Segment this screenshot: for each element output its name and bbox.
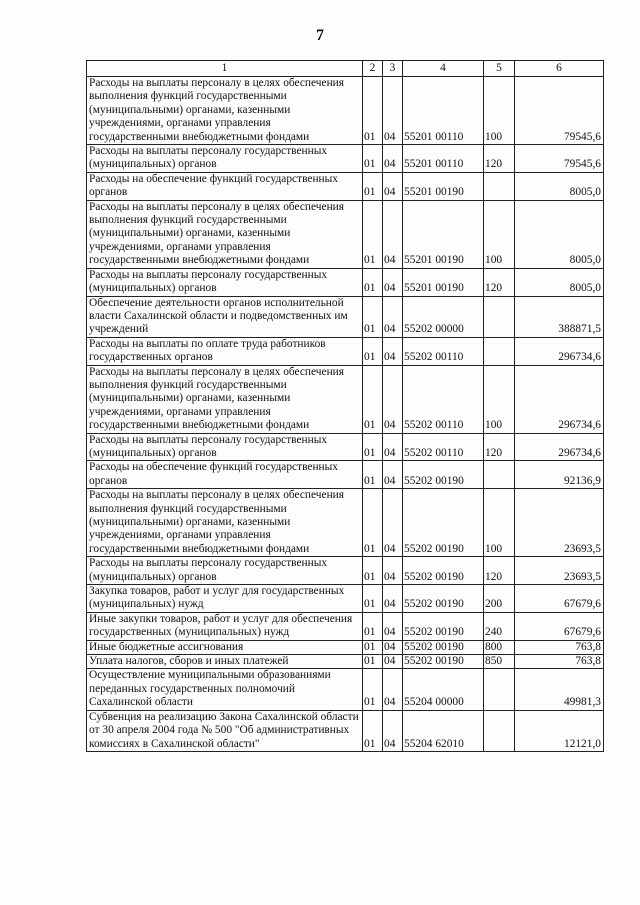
amount-cell: 388871,5 xyxy=(515,296,604,337)
section-code-cell: 01 xyxy=(363,337,383,365)
target-article-cell: 55202 00110 xyxy=(403,365,484,433)
table-row xyxy=(87,172,604,200)
table-row xyxy=(87,433,604,461)
table-row xyxy=(87,77,604,145)
subsection-code-cell: 04 xyxy=(383,655,403,669)
expense-type-cell: 100 xyxy=(484,489,515,557)
target-article-cell: 55202 00190 xyxy=(403,655,484,669)
subsection-code-cell: 04 xyxy=(383,489,403,557)
row-name-cell: Расходы на обеспечение функций государственных органов xyxy=(87,461,363,489)
amount-cell: 23693,5 xyxy=(515,489,604,557)
table-row xyxy=(87,200,604,268)
page-number: 7 xyxy=(316,27,324,44)
row-name-cell: Расходы на выплаты персоналу государственных (муниципальных) органов xyxy=(87,145,363,173)
table-row xyxy=(87,669,604,710)
subsection-code-cell: 04 xyxy=(383,268,403,296)
amount-cell: 49981,3 xyxy=(515,669,604,710)
subsection-code-cell: 04 xyxy=(383,77,403,145)
target-article-cell: 55201 00190 xyxy=(403,200,484,268)
amount-cell: 12121,0 xyxy=(515,710,604,751)
expense-type-cell xyxy=(484,710,515,751)
expense-type-cell: 240 xyxy=(484,612,515,640)
subsection-code-cell: 04 xyxy=(383,200,403,268)
amount-cell: 23693,5 xyxy=(515,557,604,585)
target-article-cell: 55201 00190 xyxy=(403,268,484,296)
expense-type-cell xyxy=(484,172,515,200)
target-article-cell: 55204 00000 xyxy=(403,669,484,710)
target-article-cell: 55201 00190 xyxy=(403,172,484,200)
amount-cell: 296734,6 xyxy=(515,365,604,433)
expense-type-cell: 100 xyxy=(484,365,515,433)
row-name-cell: Расходы на выплаты персоналу в целях обеспечения выполнения функций государственными (муниципальными) органами, казенными учреждениями, органами управления государственными внебюджетными фондами xyxy=(87,489,363,557)
target-article-cell: 55204 62010 xyxy=(403,710,484,751)
table-row xyxy=(87,145,604,173)
row-name-cell: Расходы на выплаты персоналу в целях обеспечения выполнения функций государственными (муниципальными) органами, казенными учреждениями, органами управления государственными внебюджетными фондами xyxy=(87,77,363,145)
table-row xyxy=(87,585,604,613)
column-header: 6 xyxy=(515,61,604,77)
section-code-cell: 01 xyxy=(363,710,383,751)
row-name-cell: Уплата налогов, сборов и иных платежей xyxy=(87,655,363,669)
subsection-code-cell: 04 xyxy=(383,296,403,337)
table-row xyxy=(87,337,604,365)
amount-cell: 763,8 xyxy=(515,655,604,669)
target-article-cell: 55202 00190 xyxy=(403,461,484,489)
table-row xyxy=(87,612,604,640)
table-row xyxy=(87,640,604,654)
row-name-cell: Расходы на выплаты персоналу государственных (муниципальных) органов xyxy=(87,433,363,461)
subsection-code-cell: 04 xyxy=(383,365,403,433)
row-name-cell: Иные закупки товаров, работ и услуг для обеспечения государственных (муниципальных) нужд xyxy=(87,612,363,640)
table-body xyxy=(87,77,604,752)
section-code-cell: 01 xyxy=(363,200,383,268)
row-name-cell: Обеспечение деятельности органов исполнительной власти Сахалинской области и подведомственных им учреждений xyxy=(87,296,363,337)
target-article-cell: 55202 00190 xyxy=(403,585,484,613)
row-name-cell: Расходы на выплаты персоналу государственных (муниципальных) органов xyxy=(87,557,363,585)
expense-type-cell: 120 xyxy=(484,433,515,461)
target-article-cell: 55202 00110 xyxy=(403,337,484,365)
section-code-cell: 01 xyxy=(363,268,383,296)
target-article-cell: 55202 00190 xyxy=(403,557,484,585)
expense-type-cell xyxy=(484,461,515,489)
subsection-code-cell: 04 xyxy=(383,640,403,654)
target-article-cell: 55202 00000 xyxy=(403,296,484,337)
target-article-cell: 55202 00190 xyxy=(403,489,484,557)
subsection-code-cell: 04 xyxy=(383,557,403,585)
target-article-cell: 55202 00110 xyxy=(403,433,484,461)
column-header: 3 xyxy=(383,61,403,77)
row-name-cell: Расходы на выплаты по оплате труда работников государственных органов xyxy=(87,337,363,365)
expense-type-cell: 100 xyxy=(484,77,515,145)
expense-type-cell xyxy=(484,337,515,365)
amount-cell: 8005,0 xyxy=(515,268,604,296)
amount-cell: 79545,6 xyxy=(515,77,604,145)
section-code-cell: 01 xyxy=(363,489,383,557)
section-code-cell: 01 xyxy=(363,557,383,585)
section-code-cell: 01 xyxy=(363,365,383,433)
row-name-cell: Закупка товаров, работ и услуг для государственных (муниципальных) нужд xyxy=(87,585,363,613)
expense-type-cell xyxy=(484,296,515,337)
section-code-cell: 01 xyxy=(363,669,383,710)
target-article-cell: 55202 00190 xyxy=(403,640,484,654)
column-header: 1 xyxy=(87,61,363,77)
subsection-code-cell: 04 xyxy=(383,433,403,461)
table-row xyxy=(87,461,604,489)
expense-type-cell: 800 xyxy=(484,640,515,654)
row-name-cell: Осуществление муниципальными образованиями переданных государственных полномочий Сахалинской области xyxy=(87,669,363,710)
section-code-cell: 01 xyxy=(363,172,383,200)
section-code-cell: 01 xyxy=(363,612,383,640)
amount-cell: 296734,6 xyxy=(515,337,604,365)
table-header-row xyxy=(87,61,604,77)
table-row xyxy=(87,268,604,296)
amount-cell: 8005,0 xyxy=(515,200,604,268)
target-article-cell: 55201 00110 xyxy=(403,77,484,145)
amount-cell: 763,8 xyxy=(515,640,604,654)
budget-table xyxy=(86,60,604,752)
amount-cell: 296734,6 xyxy=(515,433,604,461)
subsection-code-cell: 04 xyxy=(383,172,403,200)
row-name-cell: Субвенция на реализацию Закона Сахалинской области от 30 апреля 2004 года № 500 "Об административных комиссиях в Сахалинской области" xyxy=(87,710,363,751)
section-code-cell: 01 xyxy=(363,461,383,489)
expense-type-cell: 120 xyxy=(484,145,515,173)
subsection-code-cell: 04 xyxy=(383,612,403,640)
column-header: 2 xyxy=(363,61,383,77)
expense-type-cell: 120 xyxy=(484,268,515,296)
column-header: 4 xyxy=(403,61,484,77)
row-name-cell: Расходы на выплаты персоналу государственных (муниципальных) органов xyxy=(87,268,363,296)
section-code-cell: 01 xyxy=(363,145,383,173)
row-name-cell: Расходы на обеспечение функций государственных органов xyxy=(87,172,363,200)
subsection-code-cell: 04 xyxy=(383,585,403,613)
table-row xyxy=(87,296,604,337)
table-row xyxy=(87,710,604,751)
table-row xyxy=(87,365,604,433)
column-header: 5 xyxy=(484,61,515,77)
section-code-cell: 01 xyxy=(363,640,383,654)
section-code-cell: 01 xyxy=(363,585,383,613)
row-name-cell: Расходы на выплаты персоналу в целях обеспечения выполнения функций государственными (муниципальными) органами, казенными учреждениями, органами управления государственными внебюджетными фондами xyxy=(87,365,363,433)
subsection-code-cell: 04 xyxy=(383,461,403,489)
subsection-code-cell: 04 xyxy=(383,337,403,365)
target-article-cell: 55202 00190 xyxy=(403,612,484,640)
section-code-cell: 01 xyxy=(363,77,383,145)
table-row xyxy=(87,489,604,557)
expense-type-cell: 100 xyxy=(484,200,515,268)
section-code-cell: 01 xyxy=(363,296,383,337)
amount-cell: 8005,0 xyxy=(515,172,604,200)
amount-cell: 67679,6 xyxy=(515,585,604,613)
amount-cell: 67679,6 xyxy=(515,612,604,640)
row-name-cell: Расходы на выплаты персоналу в целях обеспечения выполнения функций государственными (муниципальными) органами, казенными учреждениями, органами управления государственными внебюджетными фондами xyxy=(87,200,363,268)
amount-cell: 92136,9 xyxy=(515,461,604,489)
table-row xyxy=(87,655,604,669)
section-code-cell: 01 xyxy=(363,433,383,461)
subsection-code-cell: 04 xyxy=(383,145,403,173)
subsection-code-cell: 04 xyxy=(383,669,403,710)
expense-type-cell: 850 xyxy=(484,655,515,669)
table-row xyxy=(87,557,604,585)
expense-type-cell xyxy=(484,669,515,710)
expense-type-cell: 120 xyxy=(484,557,515,585)
subsection-code-cell: 04 xyxy=(383,710,403,751)
section-code-cell: 01 xyxy=(363,655,383,669)
amount-cell: 79545,6 xyxy=(515,145,604,173)
expense-type-cell: 200 xyxy=(484,585,515,613)
target-article-cell: 55201 00110 xyxy=(403,145,484,173)
row-name-cell: Иные бюджетные ассигнования xyxy=(87,640,363,654)
